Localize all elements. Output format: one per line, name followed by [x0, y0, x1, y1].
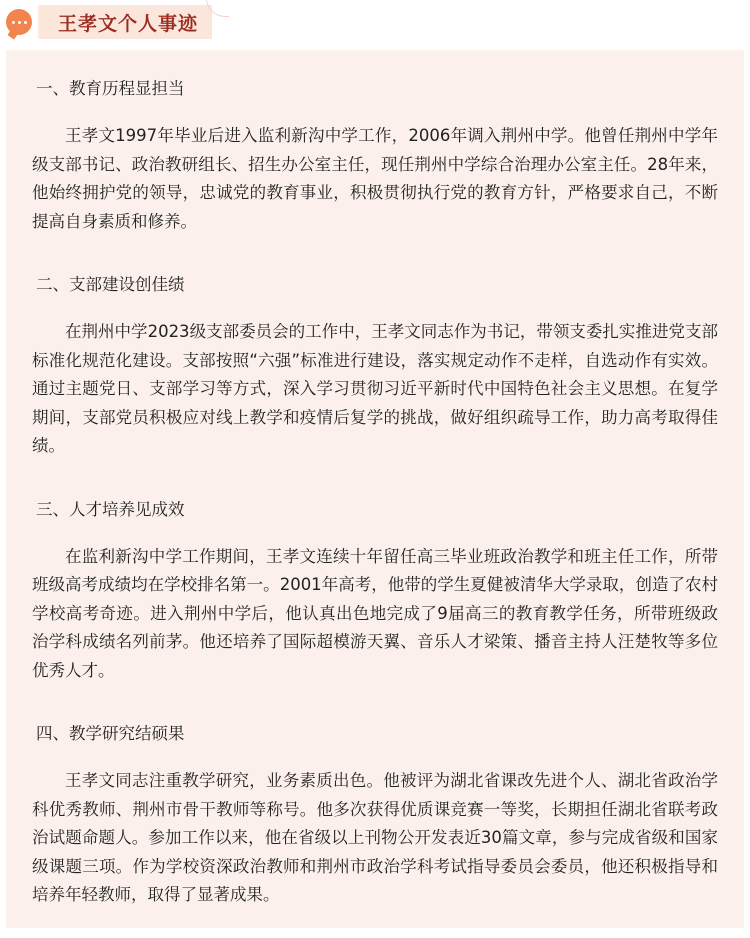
bubble-dot: [12, 21, 15, 24]
bubble-dot: [18, 21, 21, 24]
bubble-dots: [12, 21, 27, 24]
section-heading: 二、支部建设创佳绩: [36, 275, 185, 294]
page-title: 王孝文个人事迹: [58, 12, 199, 35]
section-paragraph: 在监利新沟中学工作期间，王孝文连续十年留任高三毕业班政治教学和班主任工作，所带班级高考成绩均在学校排名第一。2001年高考，他带的学生夏健被清华大学录取，创造了农村学校高考奇迹。进入荆州中学后，他认真出色地完成了9届高三的教育教学任务，所带班级政治学科成绩名列前茅。他还培养了国际超模游天翼、音乐人才梁策、播音主持人汪楚牧等多位优秀人才。: [32, 546, 718, 680]
speech-bubble-icon: [6, 9, 32, 35]
title-box: [38, 5, 212, 39]
bubble-dot: [24, 21, 27, 24]
section-paragraph: 王孝文1997年毕业后进入监利新沟中学工作，2006年调入荆州中学。他曾任荆州中学年级支部书记、政治教研组长、招生办公室主任，现任荆州中学综合治理办公室主任。28年来，他始终拥护党的领导，忠诚党的教育事业，积极贯彻执行党的教育方针，严格要求自己，不断提高自身素质和修养。: [32, 126, 718, 231]
section-branch-building: [32, 272, 718, 461]
section-heading: 四、教学研究结硕果: [36, 724, 185, 743]
section-paragraph: 王孝文同志注重教学研究，业务素质出色。他被评为湖北省课改先进个人、湖北省政治学科优秀教师、荆州市骨干教师等称号。他多次获得优质课竞赛一等奖，长期担任湖北省联考政治试题命题人。参加工作以来，他在省级以上刊物公开发表近30篇文章，参与完成省级和国家级课题三项。作为学校资深政治教师和荆州市政治学科考试指导委员会委员，他还积极指导和培养年轻教师，取得了显著成果。: [32, 771, 718, 904]
section-teaching-research: [32, 721, 718, 910]
section-heading: 一、教育历程显担当: [36, 79, 185, 98]
section-talent-cultivation: [32, 497, 718, 686]
header: [6, 4, 212, 40]
section-heading: 三、人才培养见成效: [36, 499, 185, 519]
content-panel: [6, 50, 744, 928]
section-education: [32, 76, 718, 236]
section-paragraph: 在荆州中学2023级支部委员会的工作中，王孝文同志作为书记，带领支委扎实推进党支部标准化规范化建设。支部按照“六强”标准进行建设，落实规定动作不走样，自选动作有实效。通过主题党日、支部学习等方式，深入学习贯彻习近平新时代中国特色社会主义思想。在复学期间，支部党员积极应对线上教学和疫情后复学的挑战，做好组织疏导工作，助力高考取得佳绩。: [32, 322, 718, 455]
